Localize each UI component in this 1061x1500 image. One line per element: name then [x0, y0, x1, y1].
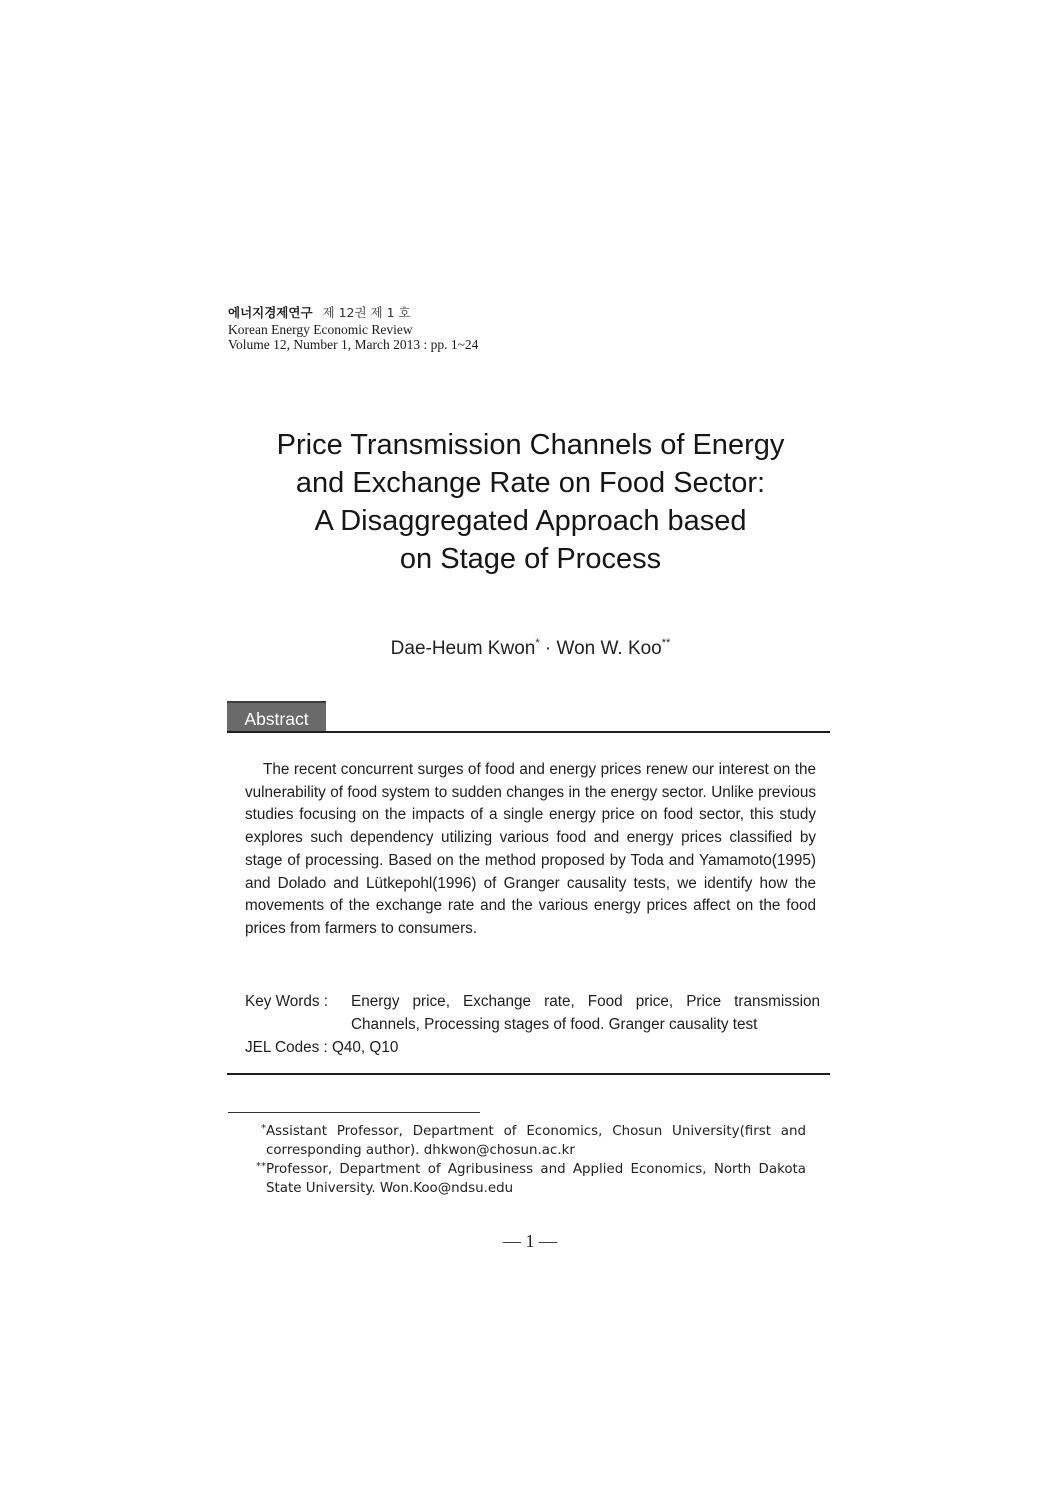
title-line: and Exchange Rate on Food Sector: [295, 467, 766, 499]
journal-korean-name: 에너지경제연구 [228, 305, 313, 320]
footnote-divider [228, 1112, 480, 1113]
abstract-top-rule [227, 731, 830, 733]
keywords-label: Key Words : [245, 993, 329, 1010]
title-line: A Disaggregated Approach based [314, 505, 747, 537]
abstract-heading: Abstract [227, 701, 326, 731]
paper-title [180, 426, 881, 578]
title-line: on Stage of Process [399, 543, 662, 575]
author-name: Dae-Heum Kwon [390, 638, 536, 659]
author-name: Won W. Koo [556, 638, 662, 659]
abstract-text: The recent concurrent surges of food and energy prices renew our interest on the vulnerability of food system to sudden changes in the energy sector. Unlike previous studies focusing on the impacts of a single energy price on food sector, this study explores such dependency utilizing various food and energy prices classified by stage of processing. Based on the method proposed by Toda and Yamamoto(1995) and Dolado and Lütkepohl(1996) of Granger causality tests, we identify how the movements of the exchange rate and the various energy prices affect on the food prices from farmers to consumers. [245, 761, 816, 937]
keywords-text: Energy price, Exchange rate, Food price, Price transmission Channels, Processing stages of food. Granger causality test [351, 993, 820, 1033]
footnotes [246, 1122, 806, 1198]
journal-korean-line [228, 304, 628, 322]
footnote [246, 1160, 806, 1198]
abstract-bottom-rule [227, 1073, 830, 1075]
footnote-text: Professor, Department of Agribusiness and Applied Economics, North Dakota State University. Won.Koo@ndsu.edu [266, 1162, 806, 1196]
journal-header [228, 304, 628, 352]
journal-korean-volume: 제 12권 제 1 호 [322, 305, 411, 320]
footnote-mark: * [261, 1123, 266, 1134]
journal-english-name: Korean Energy Economic Review [228, 322, 413, 337]
abstract-body [245, 759, 816, 941]
keywords-row [245, 990, 820, 1036]
jel-label: JEL Codes : [245, 1039, 328, 1056]
page-number: — 1 — [503, 1231, 557, 1251]
journal-issue: Volume 12, Number 1, March 2013 : pp. 1~24 [228, 337, 479, 352]
title-line: Price Transmission Channels of Energy [276, 429, 785, 461]
jel-codes: Q40, Q10 [327, 1039, 399, 1056]
keywords-block [245, 990, 820, 1059]
footnote-mark: * [535, 637, 540, 649]
author-separator: · [539, 638, 557, 659]
footnote-text: Assistant Professor, Department of Economics, Chosun University(first and corresponding author). dhkwon@chosun.ac.kr [266, 1124, 806, 1158]
jel-codes-row [245, 1036, 820, 1059]
footnote-mark: ** [661, 637, 671, 649]
footnote-mark: ** [256, 1161, 266, 1172]
footnote [246, 1122, 806, 1160]
authors [180, 630, 881, 662]
